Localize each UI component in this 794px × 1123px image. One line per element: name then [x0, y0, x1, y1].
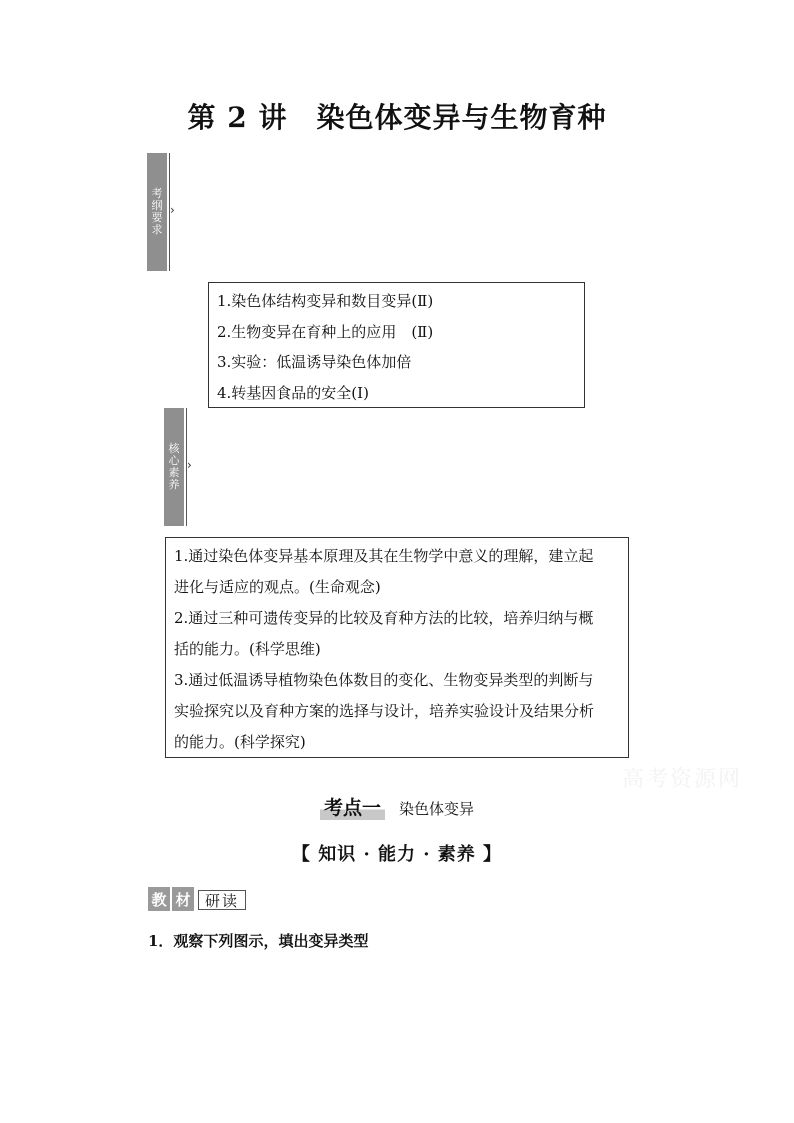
requirement-item: 4.转基因食品的安全(Ⅰ): [217, 383, 369, 402]
badge-text: 研读: [198, 890, 246, 910]
textbook-reading-badge: [148, 887, 246, 911]
literacy-line: 实验探究以及育种方案的选择与设计，培养实验设计及结果分析: [174, 702, 595, 720]
topic-name: 染色体变异: [399, 800, 475, 818]
requirement-item: 2.生物变异在育种上的应用 (Ⅱ): [217, 322, 434, 341]
literacy-line: 括的能力。(科学思维): [174, 640, 321, 658]
exam-requirements-tab: [147, 153, 167, 271]
requirement-item: 1.染色体结构变异和数目变异(Ⅱ): [217, 292, 434, 310]
badge-char: 材: [172, 887, 194, 911]
watermark: 高考资源网: [622, 767, 743, 792]
question-1: 1．观察下列图示，填出变异类型: [148, 932, 369, 950]
literacy-line: 的能力。(科学探究): [174, 733, 306, 751]
tab-char: 素: [168, 466, 180, 479]
tab-char: 求: [151, 223, 163, 236]
tab-char: 心: [168, 454, 180, 467]
tab-char: 纲: [151, 199, 163, 212]
literacy-line: 进化与适应的观点。(生命观念): [174, 578, 381, 596]
badge-char: 教: [148, 887, 170, 911]
core-literacy-box: [165, 537, 629, 758]
literacy-line: 2.通过三种可遗传变异的比较及育种方法的比较，培养归纳与概: [174, 609, 594, 627]
page-title: 第 2 讲 染色体变异与生物育种: [187, 101, 607, 134]
tab-char: 要: [151, 211, 163, 224]
chevron-right-icon: ›: [187, 458, 192, 472]
requirement-item: 3.实验：低温诱导染色体加倍: [217, 353, 412, 371]
section-tag: 【 知识 · 能力 · 素养 】: [291, 844, 503, 865]
tab-char: 养: [168, 478, 180, 491]
literacy-line: 3.通过低温诱导植物染色体数目的变化、生物变异类型的判断与: [174, 671, 594, 689]
literacy-line: 1.通过染色体变异基本原理及其在生物学中意义的理解，建立起: [174, 547, 594, 565]
exam-requirements-box: [208, 282, 585, 408]
tab-char: 核: [168, 442, 180, 455]
chevron-right-icon: ›: [170, 203, 175, 217]
topic-heading: [0, 793, 794, 820]
topic-label: 考点一: [320, 793, 385, 820]
tab-char: 考: [151, 187, 163, 200]
core-literacy-tab: [164, 408, 184, 526]
